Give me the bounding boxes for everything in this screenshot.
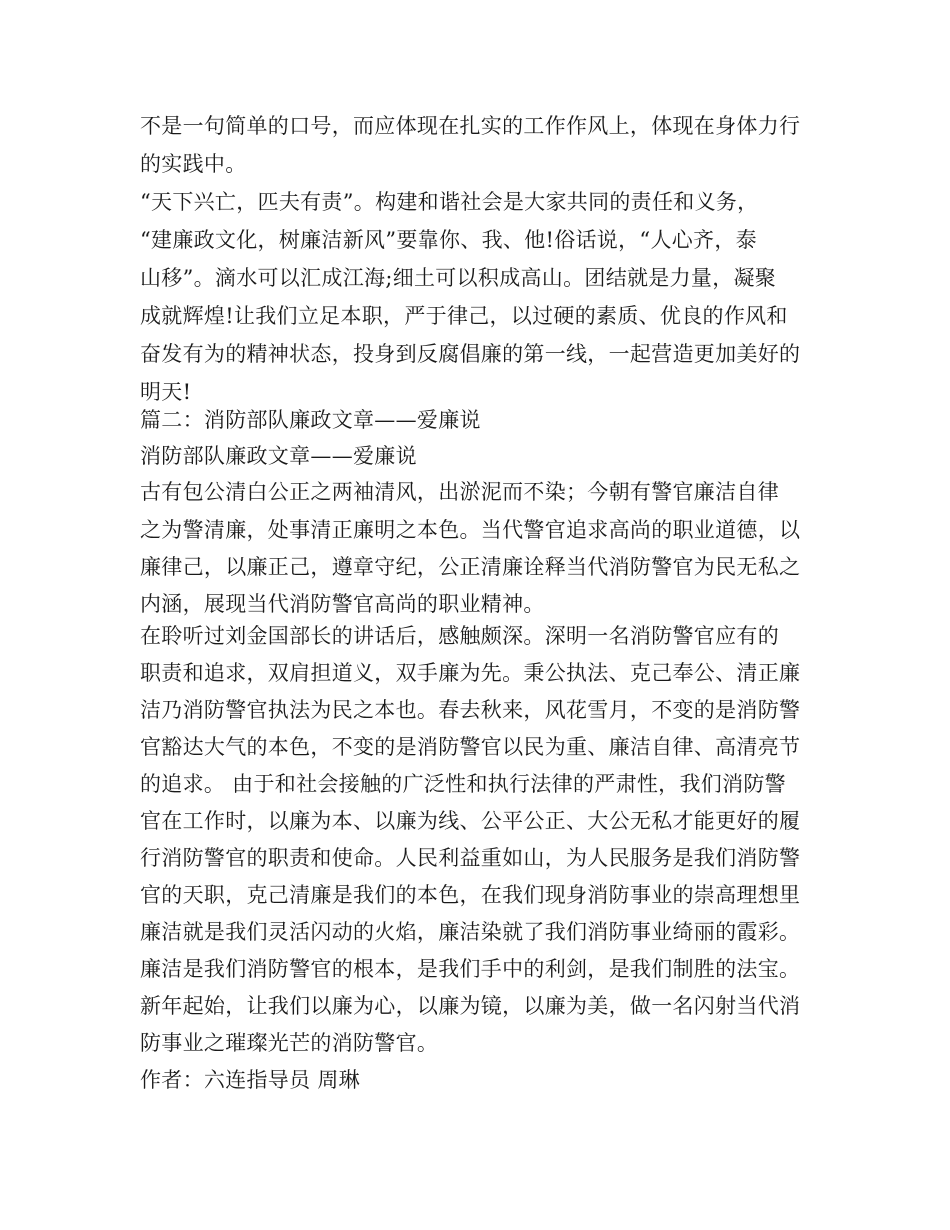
text-line: 防事业之璀璨光芒的消防警官。: [140, 1031, 439, 1055]
text-line: 新年起始，让我们以廉为心，以廉为镜，以廉为美，做一名闪射当代消: [140, 994, 801, 1018]
text-line: 不是一句简单的口号，而应体现在扎实的工作作风上，体现在身体力行: [140, 114, 801, 138]
section-heading: 篇二：消防部队廉政文章——爱廉说: [140, 408, 481, 432]
text-line: 在聆听过刘金国部长的讲话后，感触颇深。深明一名消防警官应有的: [140, 624, 779, 648]
text-line: 官在工作时，以廉为本、以廉为线、公平公正、大公无私才能更好的履: [140, 809, 801, 833]
text-line: 洁乃消防警官执法为民之本也。春去秋来，风花雪月，不变的是消防警: [140, 698, 801, 722]
text-line: 奋发有为的精神状态，投身到反腐倡廉的第一线，一起营造更加美好的: [140, 342, 801, 366]
text-line: 职责和追求，双肩担道义，双手廉为先。秉公执法、克己奉公、清正廉: [140, 661, 801, 685]
text-line: 内涵，展现当代消防警官高尚的职业精神。: [140, 592, 545, 616]
text-line: 山移”。滴水可以汇成江海;细土可以积成高山。团结就是力量，凝聚: [140, 266, 777, 290]
text-line: “建廉政文化，树廉洁新风”要靠你、我、他!俗话说，“人心齐，泰: [140, 228, 757, 252]
text-line: 的实践中。: [140, 152, 247, 176]
text-line: 古有包公清白公正之两袖清风，出淤泥而不染；今朝有警官廉洁自律: [140, 480, 779, 504]
text-line: 之为警清廉，处事清正廉明之本色。当代警官追求高尚的职业道德，以: [140, 518, 801, 542]
article-title: 消防部队廉政文章——爱廉说: [140, 444, 417, 468]
text-line: 的追求。 由于和社会接触的广泛性和执行法律的严肃性，我们消防警: [140, 772, 786, 796]
author-line: 作者：六连指导员 周琳: [140, 1068, 360, 1092]
text-line: 明天!: [140, 380, 192, 404]
text-line: 行消防警官的职责和使命。人民利益重如山，为人民服务是我们消防警: [140, 846, 801, 870]
text-line: 官豁达大气的本色，不变的是消防警官以民为重、廉洁自律、高清亮节: [140, 735, 801, 759]
text-line: 官的天职，克己清廉是我们的本色，在我们现身消防事业的崇高理想里: [140, 883, 801, 907]
text-line: “天下兴亡，匹夫有责”。构建和谐社会是大家共同的责任和义务，: [140, 190, 759, 214]
text-line: 成就辉煌!让我们立足本职，严于律己，以过硬的素质、优良的作风和: [140, 304, 788, 328]
text-line: 廉洁是我们消防警官的根本，是我们手中的利剑，是我们制胜的法宝。: [140, 957, 801, 981]
text-line: 廉洁就是我们灵活闪动的火焰，廉洁染就了我们消防事业绮丽的霞彩。: [140, 920, 801, 944]
text-line: 廉律己，以廉正己，遵章守纪，公正清廉诠释当代消防警官为民无私之: [140, 555, 801, 579]
